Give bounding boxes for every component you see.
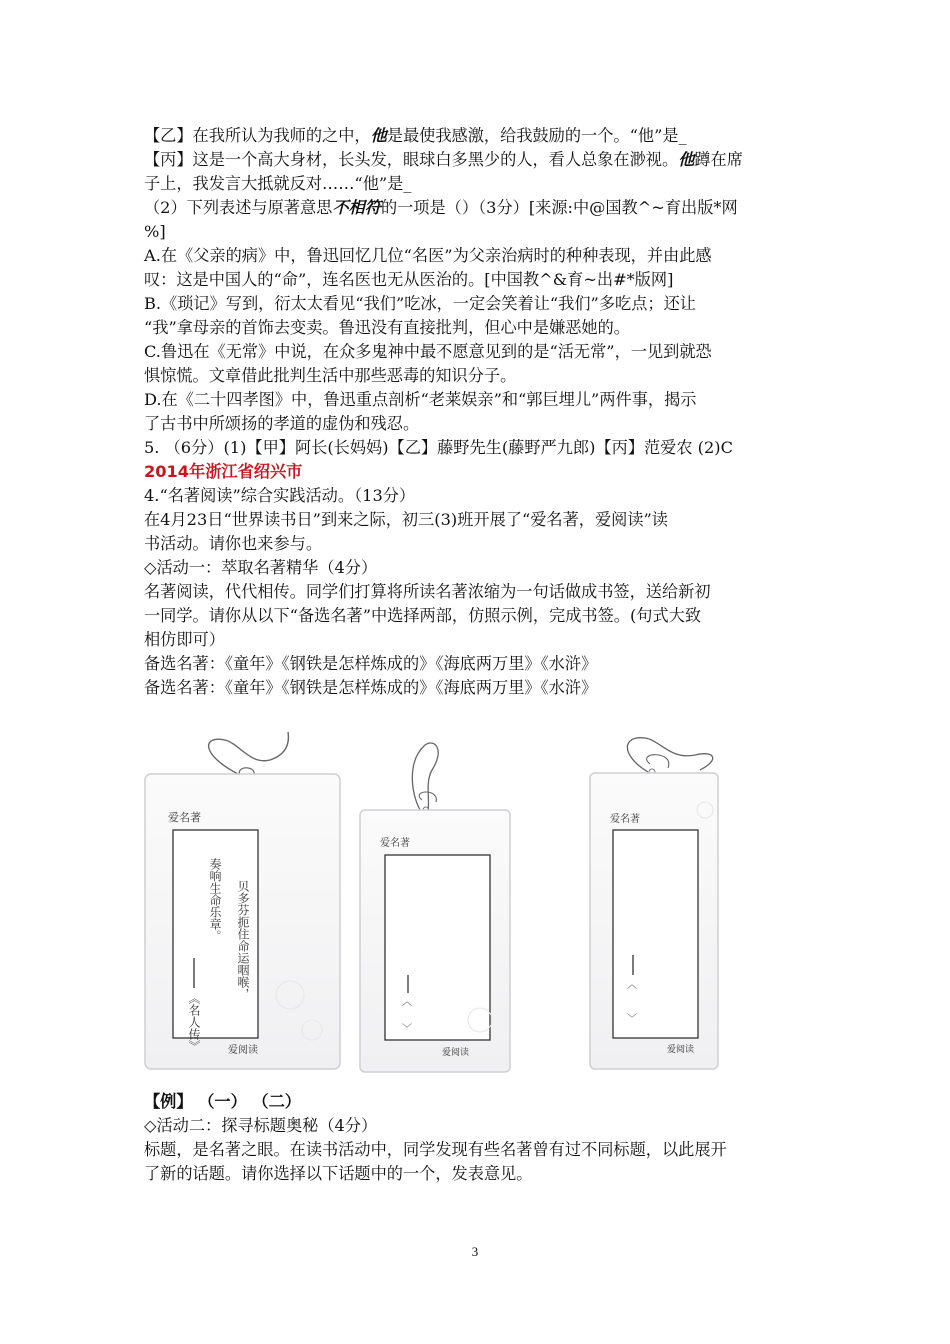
emphasis-he: 他 <box>370 126 387 145</box>
section-heading: 2014年浙江省绍兴市 <box>144 462 303 481</box>
bookmark-blank-1 <box>360 743 510 1072</box>
bookmark-labels: 【例】 （一） （二） <box>144 1092 301 1111</box>
bookmark-illustration <box>140 730 740 1075</box>
text-line: 惧惊慌。文章借此批判生活中那些恶毒的知识分子。 <box>144 366 517 385</box>
text-line: 【丙】这是一个高大身材，长头发，眼球白多黑少的人，看人总象在渺视。他蹲在席 <box>144 150 743 169</box>
emphasis-not-match: 不相符 <box>332 198 381 217</box>
close-bracket: ﹀ <box>402 1024 412 1035</box>
text-line: 了古书中所颂扬的孝道的虚伪和残忍。 <box>144 414 420 433</box>
example-text-col1: 贝多芬扼住命运咽喉， <box>236 880 250 1000</box>
text-line: 在4月23日“世界读书日”到来之际，初三(3)班开展了“爱名著，爱阅读”读 <box>144 510 668 529</box>
emphasis-he: 他 <box>678 150 695 169</box>
bookmark-blank-2 <box>590 738 718 1069</box>
activity-2-title: ◇活动二：探寻标题奥秘（4分） <box>144 1116 378 1135</box>
option-a: A.在《父亲的病》中，鲁迅回忆几位“名医”为父亲治病时的种种表现，并由此感 <box>144 246 712 265</box>
text-line: 一同学。请你从以下“备选名著”中选择两部，仿照示例，完成书签。(句式大致 <box>144 606 702 625</box>
main-text <box>144 124 816 700</box>
bookmark-header: 爱名著 <box>168 811 201 824</box>
bookmark-footer: 爱阅读 <box>667 1045 695 1055</box>
answer-line: 5. （6分）(1)【甲】阿长(长妈妈)【乙】藤野先生(藤野严九郎)【丙】范爱农 (2)C <box>144 438 733 457</box>
text-line: 标题，是名著之眼。在读书活动中，同学发现有些名著曾有过不同标题，以此展开 <box>144 1140 727 1159</box>
text-line: 子上，我发言大抵就反对……“他”是_ <box>144 174 412 193</box>
option-b: B.《琐记》写到，衍太太看见“我们”吃冰，一定会笑着让“我们”多吃点；还让 <box>144 294 696 313</box>
open-bracket: ︿ <box>402 997 412 1008</box>
text-line: %] <box>144 222 166 241</box>
example-text-col2: 奏响生命乐章。 <box>208 858 222 942</box>
candidate-books: 备选名著：《童年》《钢铁是怎样炼成的》《海底两万里》《水浒》 <box>144 654 598 673</box>
candidate-books: 备选名著：《童年》《钢铁是怎样炼成的》《海底两万里》《水浒》 <box>144 678 598 697</box>
option-c: C.鲁迅在《无常》中说，在众多鬼神中最不愿意见到的是“活无常”，一见到就恐 <box>144 342 712 361</box>
after-text <box>144 1090 816 1186</box>
bookmark-header: 爱名著 <box>380 838 410 849</box>
bookmark-footer: 爱阅读 <box>228 1045 258 1056</box>
text-line: 书活动。请你也来参与。 <box>144 534 323 553</box>
bookmark-header: 爱名著 <box>610 814 640 825</box>
question-4: 4.“名著阅读”综合实践活动。（13分） <box>144 486 416 505</box>
bookmark-example <box>145 732 340 1069</box>
text-line: 【乙】在我所认为我师的之中，他是最使我感激，给我鼓励的一个。“他”是_ <box>144 126 687 145</box>
text-line: “我”拿母亲的首饰去变卖。鲁迅没有直接批判，但心中是嫌恶她的。 <box>144 318 630 337</box>
option-d: D.在《二十四孝图》中，鲁迅重点剖析“老莱娱亲”和“郭巨埋儿”两件事，揭示 <box>144 390 697 409</box>
open-bracket: ︿ <box>627 980 637 991</box>
close-bracket: ﹀ <box>627 1014 637 1025</box>
activity-1-title: ◇活动一：萃取名著精华（4分） <box>144 558 378 577</box>
text-line: 名著阅读，代代相传。同学们打算将所读名著浓缩为一句话做成书签，送给新初 <box>144 582 711 601</box>
text-line: 了新的话题。请你选择以下话题中的一个，发表意见。 <box>144 1164 533 1183</box>
page-number: 3 <box>471 1244 479 1259</box>
example-book-title: 《名人传》 <box>187 992 201 1052</box>
question-2: （2）下列表述与原著意思不相符的一项是（）（3分）[来源:中@国教^~育出版*网 <box>144 198 738 217</box>
text-line: 叹：这是中国人的“命”，连名医也无从医治的。[中国教^&育~出#*版网] <box>144 270 674 289</box>
bookmark-footer: 爱阅读 <box>442 1048 470 1058</box>
text-line: 相仿即可） <box>144 630 225 649</box>
